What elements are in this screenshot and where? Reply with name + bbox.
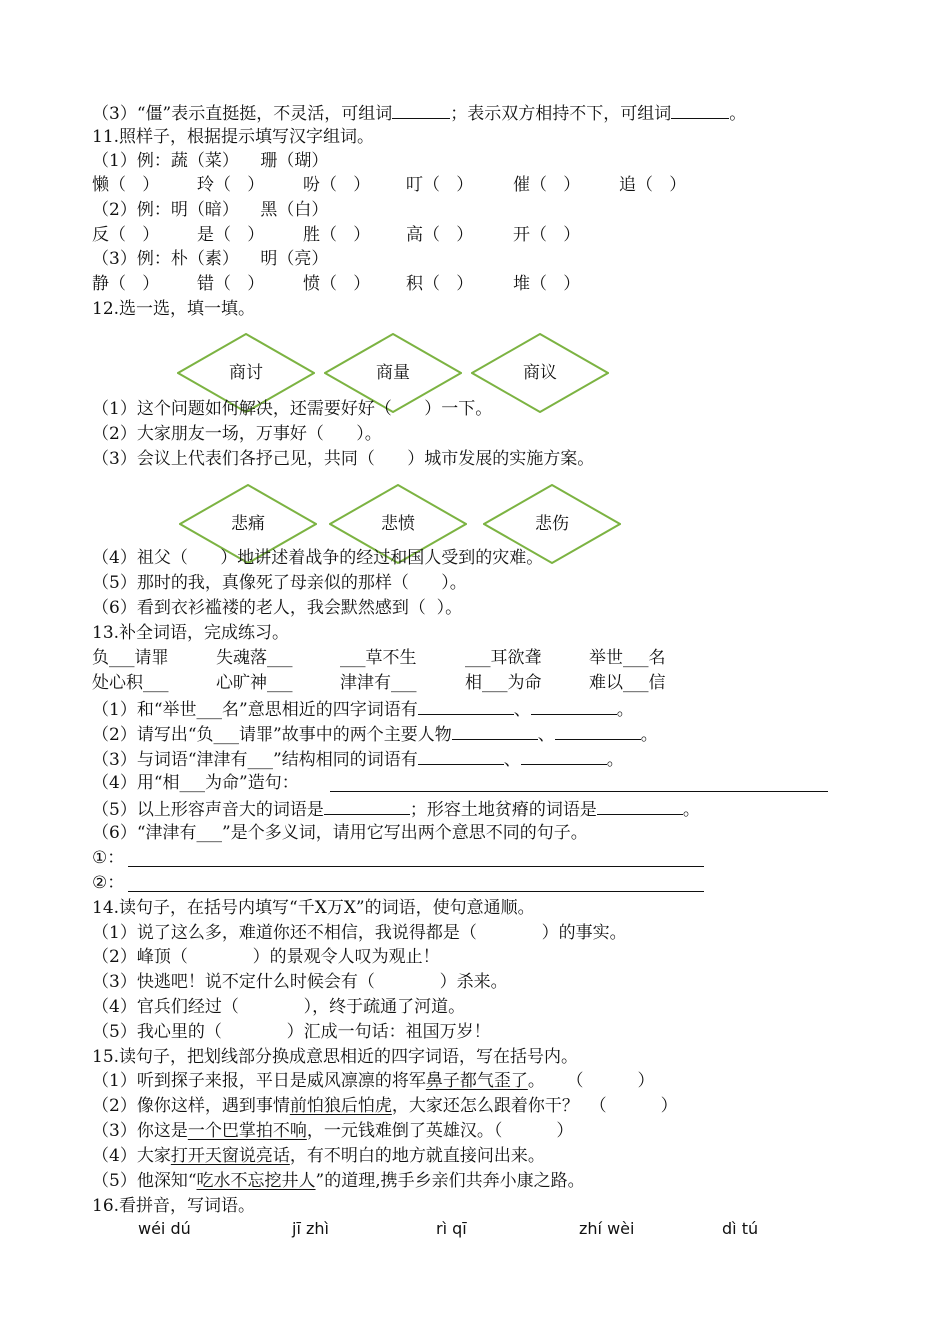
q13-item2: （2）请写出“负___请罪”故事中的两个主要人物 、 。: [92, 721, 658, 745]
idiom-blank[interactable]: 难以___信: [589, 673, 666, 693]
q14-sentence3: （3）快逃吧！说不定什么时候会有（ ）杀来。: [92, 972, 508, 992]
char-blank[interactable]: 高（ ）: [406, 225, 474, 245]
answer-blank[interactable]: [452, 721, 538, 740]
answer-line[interactable]: [128, 891, 704, 892]
char-blank[interactable]: 积（ ）: [406, 274, 474, 294]
q14-sentence5: （5）我心里的（ ）汇成一句话：祖国万岁！: [92, 1022, 491, 1042]
q15-sentence5: （5）他深知“吃水不忘挖井人”的道理,携手乡亲们共奔小康之路。: [92, 1171, 585, 1191]
idiom-blank[interactable]: 举世___名: [589, 648, 666, 668]
idiom-blank[interactable]: 心旷神___: [216, 673, 293, 693]
char-blank[interactable]: 开（ ）: [513, 225, 581, 245]
word-option: 商议: [523, 363, 557, 383]
word-option: 悲愤: [381, 514, 415, 534]
pinyin-label: zhí wèi: [579, 1219, 635, 1238]
word-option: 悲痛: [231, 514, 265, 534]
idiom-blank[interactable]: ___耳欲聋: [465, 648, 542, 668]
word-option: 商讨: [229, 363, 263, 383]
q12-sentence6: （6）看到衣衫褴褛的老人，我会默然感到（ ）。: [92, 598, 463, 618]
q13-item5: （5）以上形容声音大的词语是 ；形容土地贫瘠的词语是 。: [92, 796, 700, 820]
q15-title: 15.读句子，把划线部分换成意思相近的四字词语，写在括号内。: [92, 1047, 579, 1067]
pinyin-label: wéi dú: [138, 1219, 191, 1238]
pinyin-label: rì qī: [436, 1219, 467, 1238]
q12-sentence2: （2）大家朋友一场，万事好（ ）。: [92, 424, 382, 444]
char-blank[interactable]: 催（ ）: [513, 175, 581, 195]
char-blank[interactable]: 是（ ）: [197, 225, 265, 245]
q13-circle2-label: ②：: [92, 873, 125, 893]
idiom-blank[interactable]: ___草不生: [340, 648, 417, 668]
char-blank[interactable]: 反（ ）: [92, 225, 160, 245]
word-option: 商量: [376, 363, 410, 383]
idiom-blank[interactable]: 相___为命: [465, 673, 542, 693]
q15-sentence4: （4）大家打开天窗说亮话，有不明白的地方就直接问出来。: [92, 1146, 545, 1166]
q11-example3: （3）例：朴（素） 明（亮）: [92, 249, 329, 269]
char-blank[interactable]: 懒（ ）: [92, 175, 160, 195]
char-blank[interactable]: 愤（ ）: [303, 274, 371, 294]
q12-title: 12.选一选，填一填。: [92, 299, 256, 319]
answer-blank[interactable]: [555, 721, 641, 740]
q13-item1: （1）和“举世___名”意思相近的四字词语有 、 。: [92, 696, 634, 720]
idiom-blank[interactable]: 失魂落___: [216, 648, 293, 668]
q13-item4: （4）用“相___为命”造句：: [92, 773, 299, 793]
underlined-phrase: 打开天窗说亮话: [170, 1146, 290, 1166]
q12-sentence3: （3）会议上代表们各抒己见，共同（ ）城市发展的实施方案。: [92, 449, 595, 469]
underlined-phrase: 鼻子都气歪了: [425, 1071, 528, 1091]
q14-sentence1: （1）说了这么多，难道你还不相信，我说得都是（ ）的事实。: [92, 923, 627, 943]
char-blank[interactable]: 追（ ）: [619, 175, 687, 195]
q13-title: 13.补全词语，完成练习。: [92, 623, 290, 643]
idiom-blank[interactable]: 负___请罪: [92, 648, 169, 668]
pinyin-label: jī zhì: [292, 1219, 329, 1238]
q12-sentence1: （1）这个问题如何解决，还需要好好（ ）一下。: [92, 399, 493, 419]
q11-title: 11.照样子，根据提示填写汉字组词。: [92, 127, 375, 147]
q10-item3: （3）“僵”表示直挺挺，不灵活，可组词 ；表示双方相持不下，可组词 。: [92, 100, 746, 124]
answer-blank[interactable]: [521, 746, 607, 765]
q12-sentence4: （4）祖父（ ）地讲述着战争的经过和国人受到的灾难。: [92, 548, 544, 568]
q11-example1: （1）例：蔬（菜） 珊（瑚）: [92, 151, 329, 171]
q13-item3: （3）与词语“津津有___”结构相同的词语有 、 。: [92, 746, 624, 770]
q14-sentence2: （2）峰顶（ ）的景观令人叹为观止！: [92, 947, 440, 967]
answer-blank[interactable]: [597, 796, 683, 815]
char-blank[interactable]: 静（ ）: [92, 274, 160, 294]
char-blank[interactable]: 错（ ）: [197, 274, 265, 294]
underlined-phrase: 一个巴掌拍不响: [187, 1121, 307, 1141]
q14-title: 14.读句子，在括号内填写“千X万X”的词语，使句意通顺。: [92, 898, 535, 918]
underlined-phrase: 前怕狼后怕虎: [289, 1096, 392, 1116]
idiom-blank[interactable]: 津津有___: [340, 673, 417, 693]
q15-sentence3: （3）你这是一个巴掌拍不响，一元钱难倒了英雄汉。（ ）: [92, 1121, 574, 1141]
q11-example2: （2）例：明（暗） 黑（白）: [92, 200, 329, 220]
q15-sentence2: （2）像你这样，遇到事情前怕狼后怕虎，大家还怎么跟着你干？ （ ）: [92, 1096, 678, 1116]
answer-blank[interactable]: [324, 796, 410, 815]
q13-circle1-label: ①：: [92, 848, 125, 868]
q16-title: 16.看拼音，写词语。: [92, 1196, 256, 1216]
q14-sentence4: （4）官兵们经过（ ），终于疏通了河道。: [92, 997, 466, 1017]
pinyin-label: dì tú: [722, 1219, 759, 1238]
char-blank[interactable]: 堆（ ）: [513, 274, 581, 294]
idiom-blank[interactable]: 处心积___: [92, 673, 169, 693]
word-option: 悲伤: [535, 514, 569, 534]
answer-blank[interactable]: [671, 100, 729, 119]
char-blank[interactable]: 胜（ ）: [303, 225, 371, 245]
answer-blank[interactable]: [531, 696, 617, 715]
q15-sentence1: （1）听到探子来报，平日是威风凛凛的将军鼻子都气歪了。 （ ）: [92, 1071, 655, 1091]
char-blank[interactable]: 吩（ ）: [303, 175, 371, 195]
answer-line[interactable]: [330, 791, 828, 792]
q12-sentence5: （5）那时的我，真像死了母亲似的那样（ ）。: [92, 573, 467, 593]
answer-blank[interactable]: [418, 746, 504, 765]
char-blank[interactable]: 叮（ ）: [406, 175, 474, 195]
underlined-phrase: 吃水不忘挖井人: [196, 1171, 316, 1191]
answer-blank[interactable]: [392, 100, 450, 119]
q13-item6: （6）“津津有___”是个多义词，请用它写出两个意思不同的句子。: [92, 823, 588, 843]
answer-line[interactable]: [128, 866, 704, 867]
answer-blank[interactable]: [418, 696, 514, 715]
char-blank[interactable]: 玲（ ）: [197, 175, 265, 195]
